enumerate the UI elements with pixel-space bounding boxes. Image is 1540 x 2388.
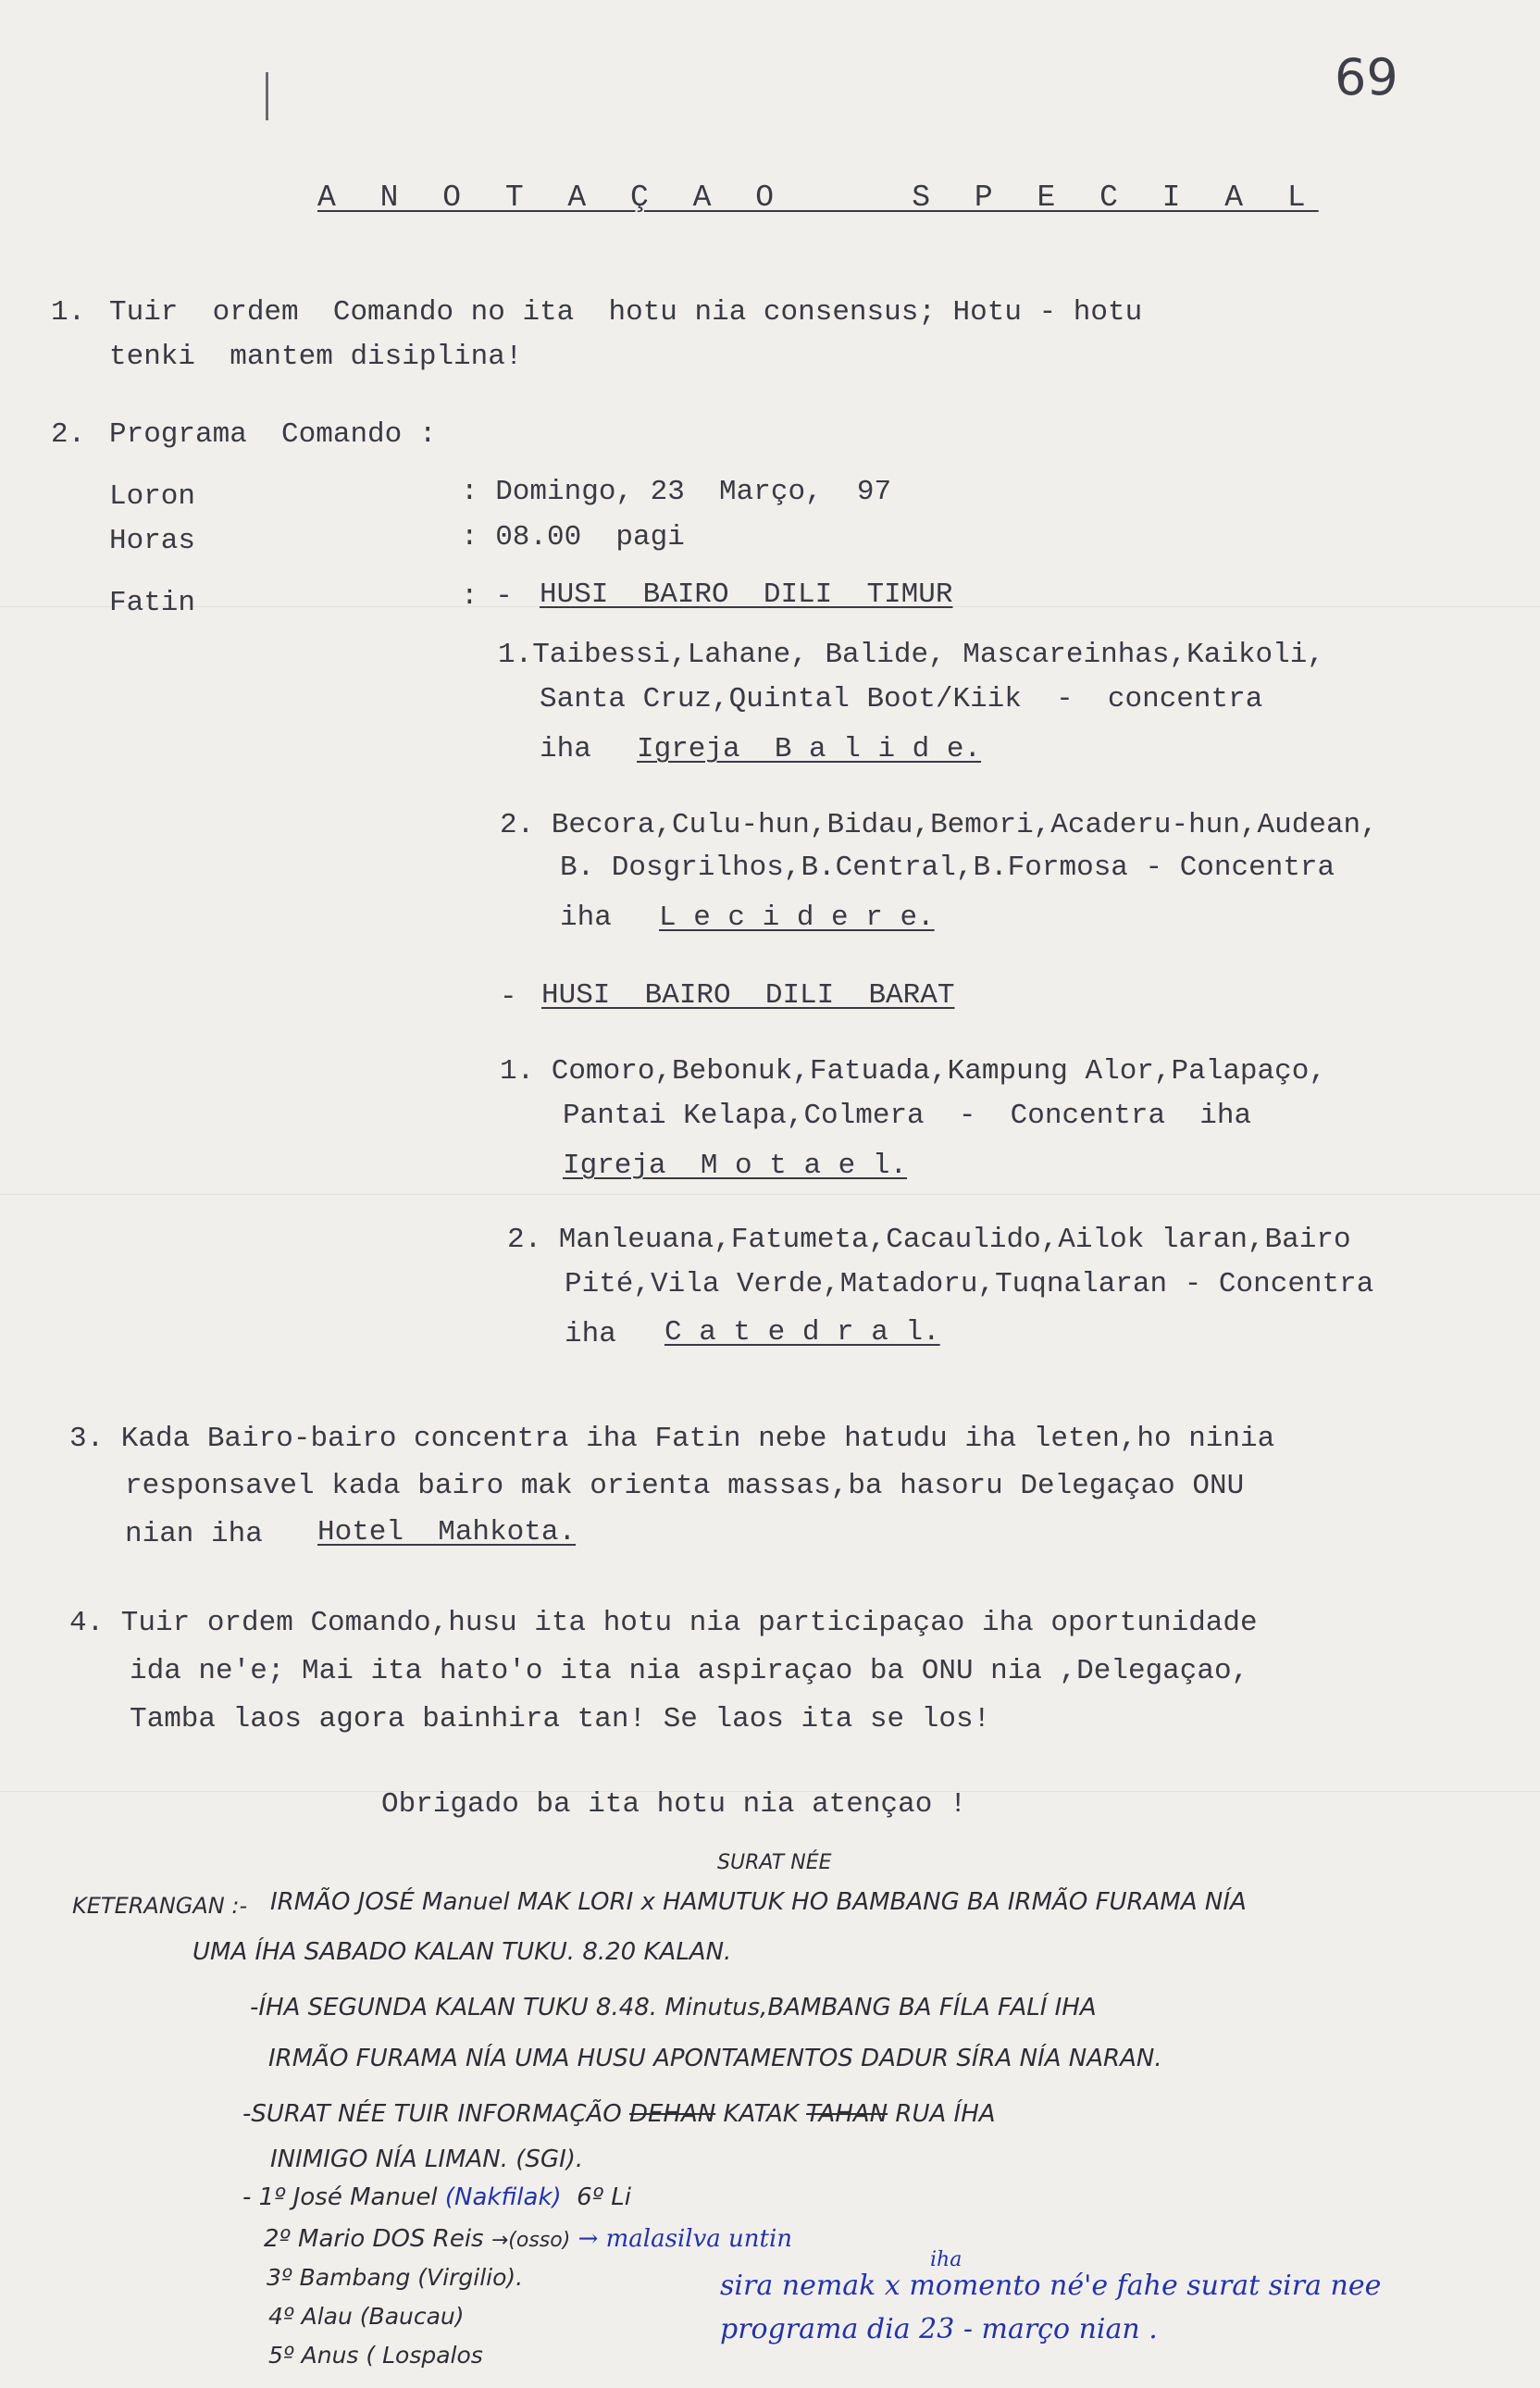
item-4-line-1: 4. Tuir ordem Comando,husu ita hotu nia participaçao iha oportunidade (69, 1607, 1258, 1639)
keterangan-line-3: -ÍHA SEGUNDA KALAN TUKU 8.48. Minutus,BAMBANG BA FÍLA FALÍ IHA (250, 1994, 1097, 2021)
blue-note-line-2: programa dia 23 - março nian . (720, 2313, 1158, 2345)
item-4-line-3: Tamba laos agora bainhira tan! Se laos ita se los! (130, 1703, 991, 1735)
closing-line: Obrigado ba ita hotu nia atençao ! (381, 1788, 967, 1821)
barat-1-line-2: Pantai Kelapa,Colmera - Concentra iha (563, 1100, 1252, 1132)
name-list-5: 5º Anus ( Lospalos (268, 2342, 483, 2369)
item-3-line-2: responsavel kada bairo mak orienta massas,ba hasoru Delegaçao ONU (125, 1470, 1245, 1502)
item-1-line-1: Tuir ordem Comando no ita hotu nia consensus; Hotu - hotu (109, 296, 1143, 329)
keterangan-label: KETERANGAN :- (72, 1893, 248, 1919)
timur-2-location: L e c i d e r e. (659, 902, 935, 934)
fatin-timur-heading: HUSI BAIRO DILI TIMUR (540, 578, 953, 611)
horas-label: Horas (109, 525, 196, 557)
item-2-number: 2. (51, 418, 86, 451)
timur-1-location: Igreja B a l i d e. (637, 733, 982, 765)
loron-value: : Domingo, 23 Março, 97 (461, 476, 892, 508)
fatin-label: Fatin (109, 587, 196, 619)
item-3-hotel: Hotel Mahkota. (317, 1516, 577, 1548)
margin-mark (266, 72, 268, 120)
blue-note-line-1: sira nemak x momento né'e fahe surat sira nee (720, 2270, 1382, 2302)
timur-1-line-1: 1.Taibessi,Lahane, Balide, Mascareinhas,Kaikoli, (498, 639, 1324, 671)
item-3-line-1: 3. Kada Bairo-bairo concentra iha Fatin nebe hatudu iha leten,ho ninia (69, 1423, 1275, 1455)
item-3-line-3-prefix: nian iha (125, 1518, 263, 1550)
keterangan-line-5: -SURAT NÉE TUIR INFORMAÇÃO DEHAN KATAK TAHAN RUA ÍHA (242, 2100, 996, 2128)
timur-2-line-3-prefix: iha (560, 902, 612, 934)
timur-1-line-2: Santa Cruz,Quintal Boot/Kiik - concentra (540, 683, 1263, 715)
name-list-3: 3º Bambang (Virgilio). (267, 2264, 524, 2291)
keterangan-line-1: IRMÃO JOSÉ Manuel MAK LORI x HAMUTUK HO BAMBANG BA IRMÃO FURAMA NÍA (270, 1888, 1247, 1916)
name-list-1: - 1º José Manuel (Nakfilak) 6º Li (242, 2183, 631, 2211)
item-1-number: 1. (51, 296, 86, 329)
loron-label: Loron (109, 480, 196, 513)
barat-heading: HUSI BAIRO DILI BARAT (541, 979, 955, 1012)
keterangan-line-4: IRMÃO FURAMA NÍA UMA HUSU APONTAMENTOS DADUR SÍRA NÍA NARAN. (268, 2045, 1162, 2072)
horas-value: : 08.00 pagi (461, 521, 685, 553)
barat-2-line-1: 2. Manleuana,Fatumeta,Cacaulido,Ailok laran,Bairo (507, 1224, 1351, 1256)
item-1-line-2: tenki mantem disiplina! (109, 341, 523, 373)
handwritten-insert: SURAT NÉE (717, 1851, 832, 1874)
barat-2-line-3-prefix: iha (565, 1318, 616, 1350)
document-title: A N O T A Ç A O S P E C I A L (317, 180, 1319, 215)
blue-note-insert: iha (930, 2248, 962, 2271)
item-2-heading: Programa Comando : (109, 418, 437, 451)
barat-2-line-2: Pité,Vila Verde,Matadoru,Tuqnalaran - Concentra (565, 1268, 1374, 1300)
name-list-2: 2º Mario DOS Reis →(osso) → malasilva untin (264, 2225, 793, 2253)
name-list-4: 4º Alau (Baucau) (268, 2303, 465, 2330)
item-4-line-2: ida ne'e; Mai ita hato'o ita nia aspiraçao ba ONU nia ,Delegaçao, (130, 1655, 1249, 1687)
barat-prefix: - (500, 981, 517, 1014)
fatin-prefix: : - (461, 580, 513, 613)
timur-1-line-3-prefix: iha (540, 733, 591, 765)
timur-2-line-2: B. Dosgrilhos,B.Central,B.Formosa - Concentra (560, 852, 1335, 884)
timur-2-line-1: 2. Becora,Culu-hun,Bidau,Bemori,Acaderu-hun,Audean, (500, 809, 1378, 841)
barat-1-line-1: 1. Comoro,Bebonuk,Fatuada,Kampung Alor,Palapaço, (500, 1055, 1326, 1088)
page-number: 69 (1335, 48, 1398, 106)
keterangan-line-6: INIMIGO NÍA LIMAN. (SGI). (270, 2145, 584, 2173)
barat-1-location: Igreja M o t a e l. (563, 1150, 908, 1182)
keterangan-line-2: UMA ÍHA SABADO KALAN TUKU. 8.20 KALAN. (192, 1938, 732, 1966)
barat-2-location: C a t e d r a l. (664, 1316, 940, 1349)
